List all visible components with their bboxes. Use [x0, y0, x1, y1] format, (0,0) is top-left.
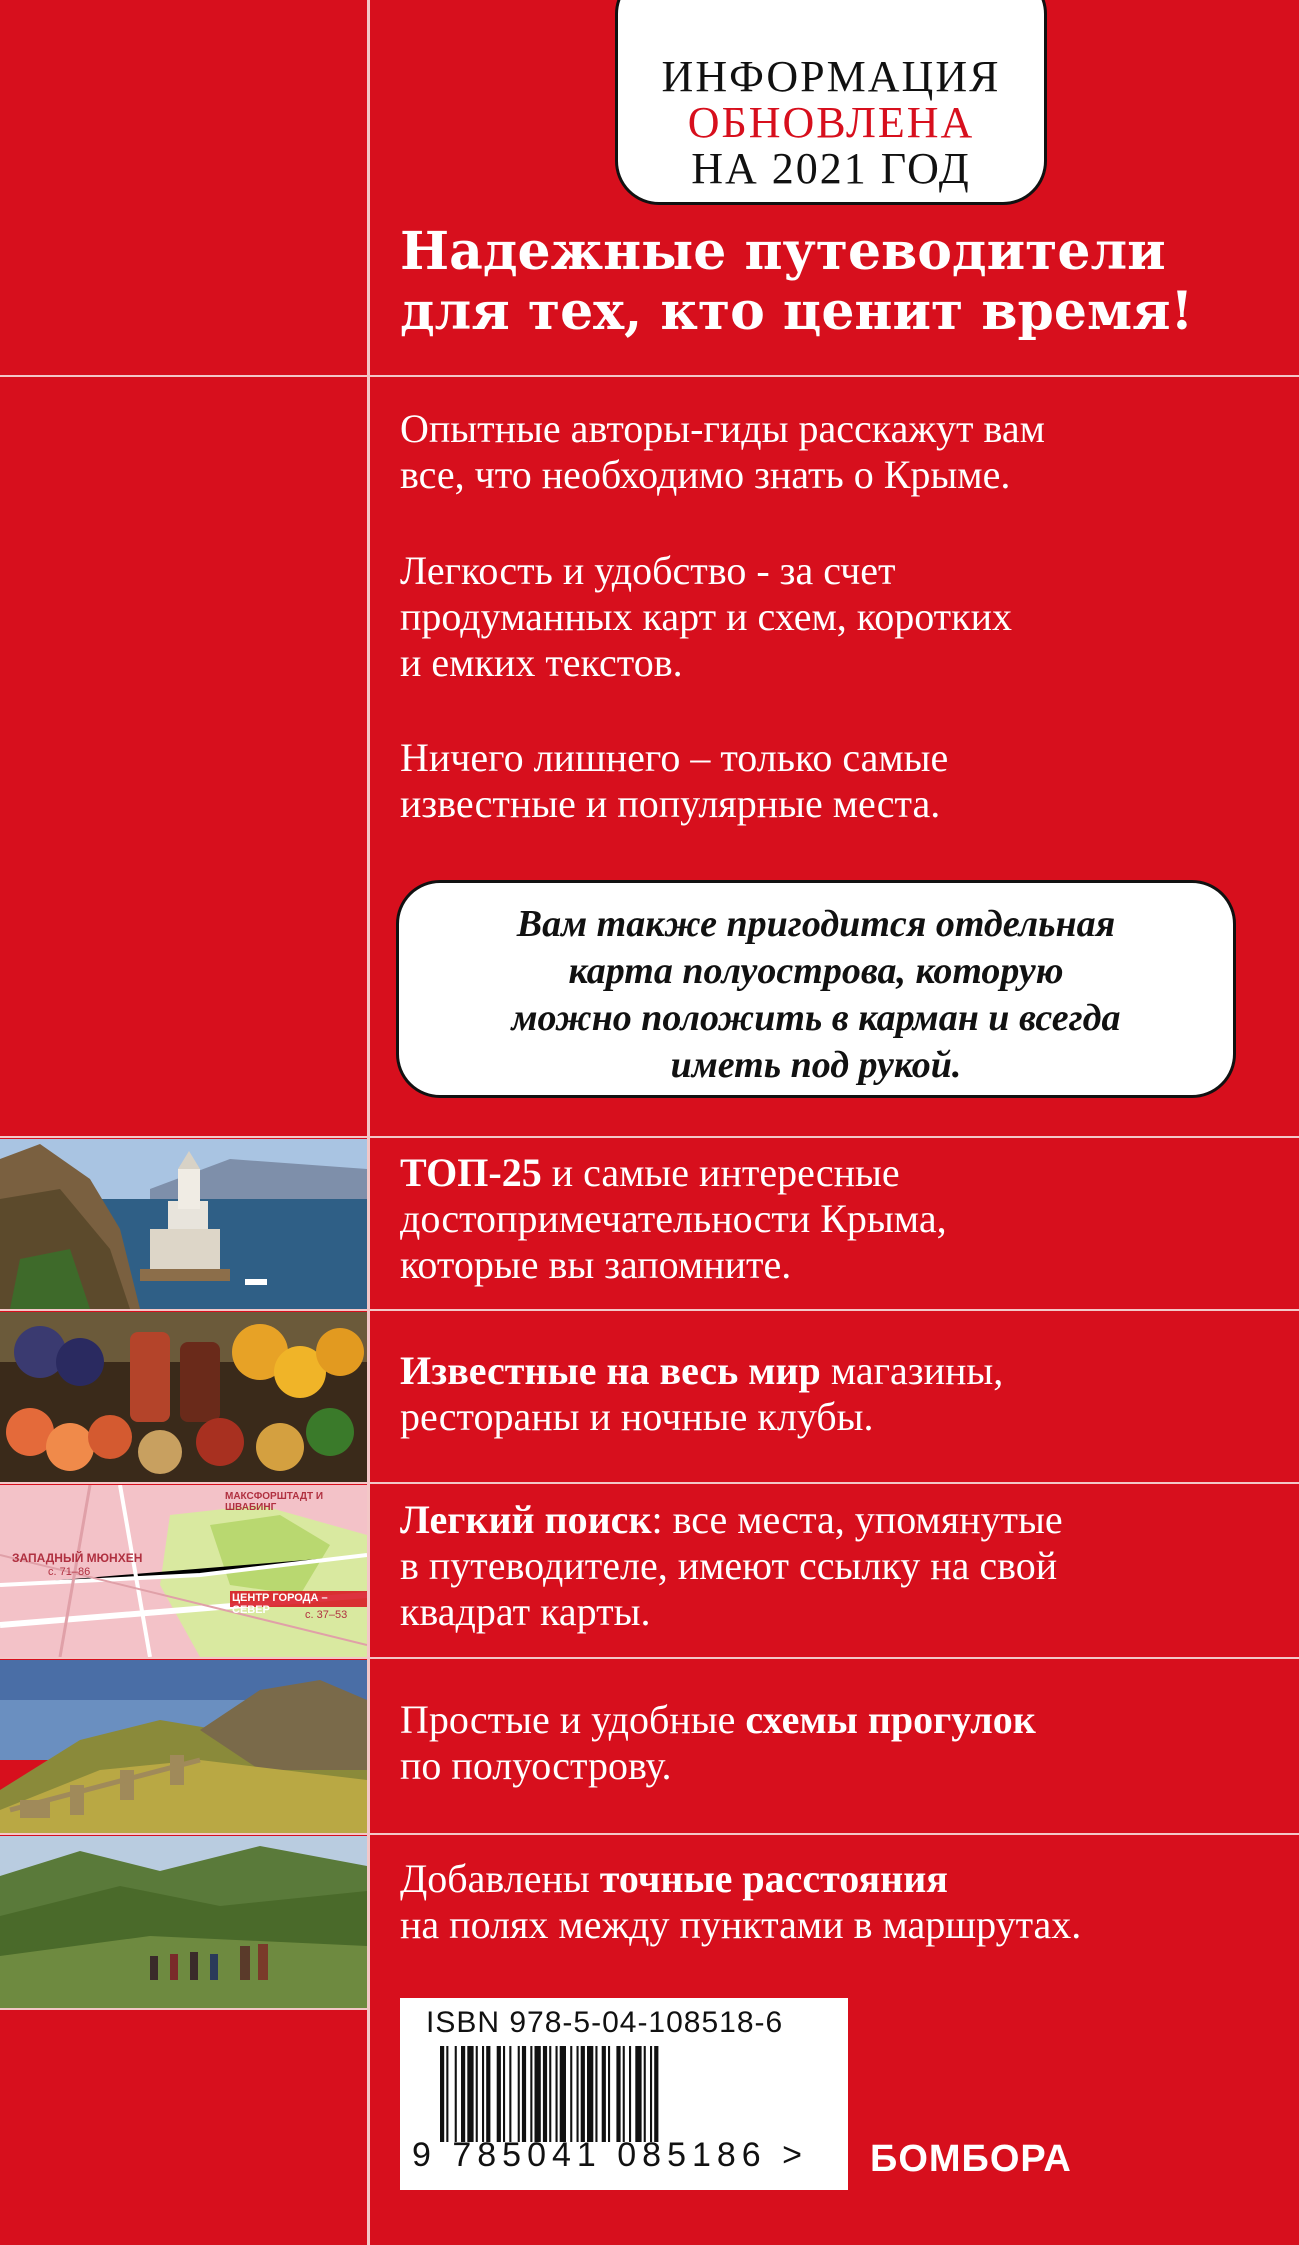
vertical-divider [367, 0, 370, 2245]
castle-photo [0, 1139, 367, 1309]
feature-4-bold: схемы прогулок [745, 1697, 1036, 1742]
feature-shops [400, 1348, 1280, 1440]
feature-1-line-3: которые вы запомните. [400, 1242, 792, 1287]
headline [400, 222, 1280, 342]
feature-5-pre: Добавлены [400, 1856, 600, 1901]
divider-5 [0, 1657, 1299, 1659]
feature-2-bold: Известные на весь мир [400, 1348, 821, 1393]
badge-line-1: ИНФОРМАЦИЯ [661, 52, 1001, 101]
fortress-photo [0, 1660, 367, 1833]
feature-4-line-1 [400, 1697, 1280, 1743]
map-label-west-pages: с. 71–86 [48, 1566, 91, 1578]
feature-5-line-1 [400, 1856, 1280, 1902]
map-photo [0, 1485, 367, 1657]
divider-3 [0, 1309, 1299, 1311]
divider-6 [0, 1833, 1299, 1835]
feature-search [400, 1497, 1280, 1635]
feature-walks [400, 1697, 1280, 1789]
publisher-logo: БОМБОРА [870, 2138, 1072, 2180]
note-line-2: карта полуострова, которую [568, 950, 1064, 992]
badge-line-3: НА 2021 ГОД [691, 144, 971, 193]
hikers-photo [0, 1836, 367, 2008]
note-line-3: можно положить в карман и всегда [511, 997, 1121, 1039]
market-photo [0, 1312, 367, 1482]
note-line-1: Вам также пригодится отдельная [516, 903, 1116, 945]
feature-3-rest: : все места, упомянутые [651, 1497, 1063, 1542]
intro-2-line-1: Легкость и удобство - за счет [400, 548, 896, 593]
intro-paragraph-1 [400, 406, 1280, 498]
intro-paragraph-3 [400, 735, 1280, 827]
headline-line-1: Надежные путеводители [400, 221, 1166, 282]
feature-2-line-1 [400, 1348, 1280, 1394]
feature-4-line-2: по полуострову. [400, 1743, 672, 1788]
divider-4 [0, 1482, 1299, 1484]
badge-line-2: ОБНОВЛЕНА [687, 98, 975, 147]
feature-distances [400, 1856, 1280, 1948]
feature-2-line-2: рестораны и ночные клубы. [400, 1394, 874, 1439]
feature-3-line-2: в путеводителе, имеют ссылку на свой [400, 1543, 1058, 1588]
map-label-west: ЗАПАДНЫЙ МЮНХЕН [12, 1551, 143, 1565]
intro-2-line-2: продуманных карт и схем, коротких [400, 594, 1012, 639]
intro-3-line-2: известные и популярные места. [400, 781, 941, 826]
feature-top25 [400, 1150, 1280, 1288]
barcode-bars [440, 2046, 820, 2142]
feature-1-line-2: достопримечательности Крыма, [400, 1196, 947, 1241]
intro-3-line-1: Ничего лишнего – только самые [400, 735, 949, 780]
update-badge [615, 0, 1047, 205]
feature-5-bold: точные расстояния [599, 1856, 948, 1901]
note-line-4: иметь под рукой. [670, 1044, 962, 1086]
feature-1-bold: ТОП-25 [400, 1150, 542, 1195]
map-label-center: ЦЕНТР ГОРОДА – СЕВЕР [232, 1592, 328, 1616]
isbn-text: ISBN 978-5-04-108518-6 [426, 2006, 784, 2039]
map-label-north: МАКСФОРШТАДТ И ШВАБИНГ [225, 1491, 324, 1513]
feature-4-pre: Простые и удобные [400, 1697, 746, 1742]
divider-1 [0, 375, 1299, 377]
intro-2-line-3: и емких текстов. [400, 640, 683, 685]
headline-line-2: для тех, кто ценит время! [400, 281, 1194, 342]
feature-2-rest: магазины, [820, 1348, 1004, 1393]
map-label-center-pages: с. 37–53 [305, 1609, 348, 1621]
divider-7 [0, 2008, 367, 2010]
divider-2 [0, 1136, 1299, 1138]
feature-3-bold: Легкий поиск [400, 1497, 652, 1542]
intro-1-line-1: Опытные авторы-гиды расскажут вам [400, 406, 1045, 451]
intro-1-line-2: все, что необходимо знать о Крыме. [400, 452, 1011, 497]
feature-5-line-2: на полях между пунктами в маршрутах. [400, 1902, 1082, 1947]
feature-3-line-1 [400, 1497, 1280, 1543]
feature-1-rest: и самые интересные [541, 1150, 900, 1195]
barcode-digits: 9 785041 085186 > [412, 2136, 809, 2174]
feature-1-line-1 [400, 1150, 1280, 1196]
isbn-barcode [400, 1998, 848, 2190]
map-note-box [396, 880, 1236, 1098]
intro-paragraph-2 [400, 548, 1280, 686]
feature-3-line-3: квадрат карты. [400, 1589, 651, 1634]
